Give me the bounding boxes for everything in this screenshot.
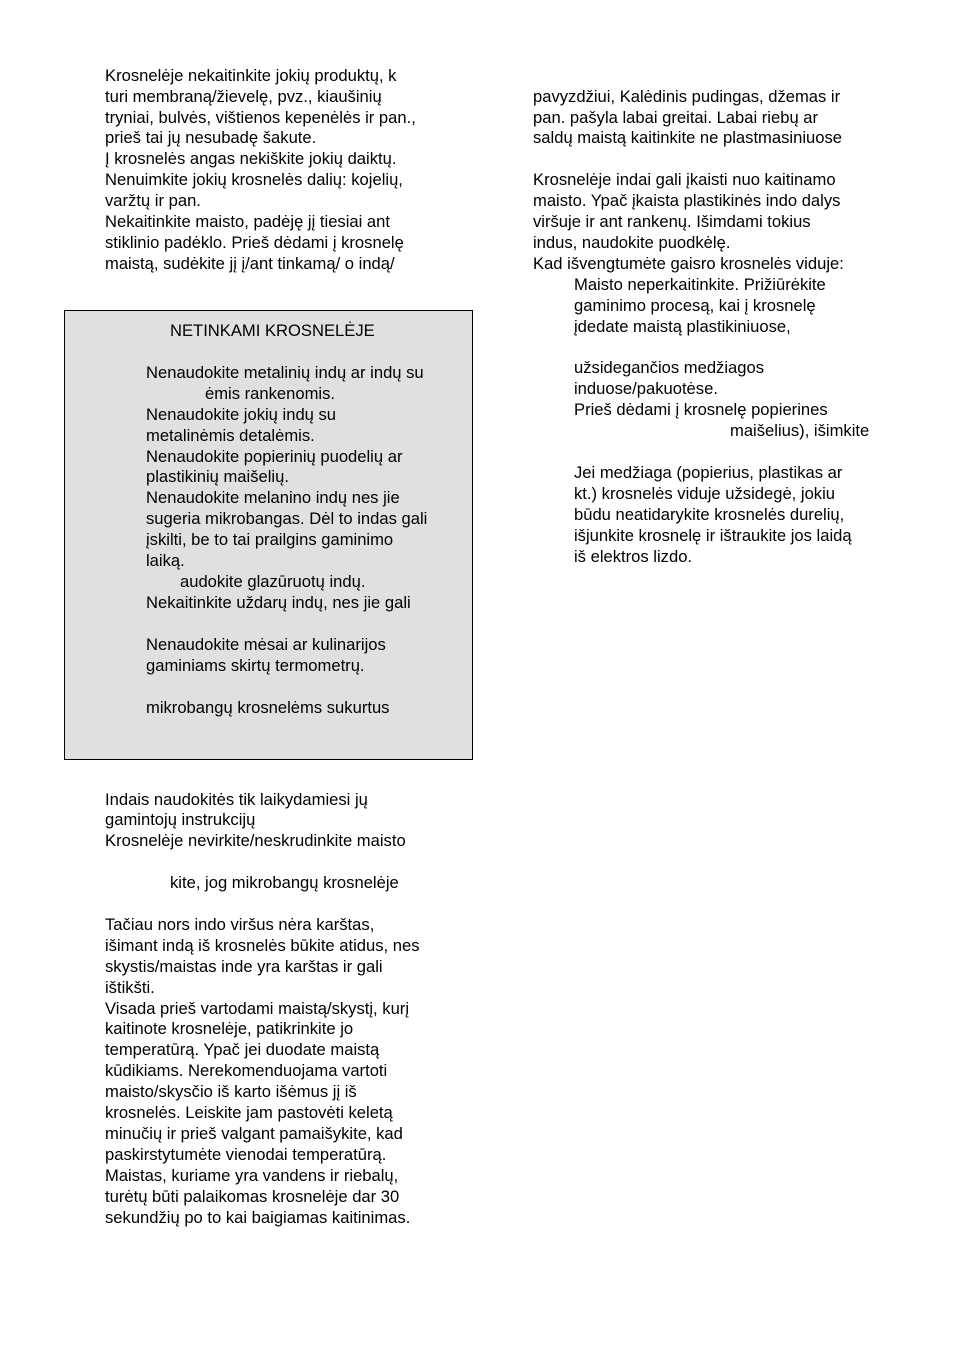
- text-line: prieš tai jų nesubadę šakute.: [105, 128, 317, 147]
- text-line: laiką.: [146, 551, 185, 570]
- text-line: užsidegančios medžiagos: [574, 358, 765, 377]
- text-line: sekundžių po to kai baigiamas kaitinimas.: [105, 1208, 411, 1227]
- text-line: Nenuimkite jokių krosnelės dalių: kojelių,: [105, 170, 403, 189]
- text-line: iš elektros lizdo.: [574, 547, 693, 566]
- text-line: gaminiams skirtų termometrų.: [146, 656, 365, 675]
- text-line: turėtų būti palaikomas krosnelėje dar 30: [105, 1187, 400, 1206]
- text-line: įskilti, be to tai prailgins gaminimo: [146, 530, 394, 549]
- text-line: Nenaudokite melanino indų nes jie: [146, 488, 400, 507]
- warning-box-title: NETINKAMI KROSNELĖJE: [170, 321, 375, 340]
- text-line: stiklinio padėklo. Prieš dėdami į krosnelę: [105, 233, 404, 252]
- text-line: pavyzdžiui, Kalėdinis pudingas, džemas ir: [533, 87, 841, 106]
- text-line: išimant indą iš krosnelės būkite atidus, nes: [105, 936, 420, 955]
- text-line: temperatūrą. Ypač jei duodate maistą: [105, 1040, 380, 1059]
- text-line: kt.) krosnelės viduje užsidegė, jokiu: [574, 484, 836, 503]
- text-line: paskirstytumėte vienodai temperatūrą.: [105, 1145, 387, 1164]
- text-line: maisto/skysčio iš karto išėmus jį iš: [105, 1082, 357, 1101]
- text-line: gaminimo procesą, kai į krosnelę: [574, 296, 816, 315]
- text-line: indus, naudokite puodkėlę.: [533, 233, 731, 252]
- text-line: ištikšti.: [105, 978, 155, 997]
- text-line: viršuje ir ant rankenų. Išimdami tokius: [533, 212, 811, 231]
- text-line: minučių ir prieš valgant pamaišykite, kad: [105, 1124, 403, 1143]
- text-line: turi membraną/žievelę, pvz., kiaušinių: [105, 87, 382, 106]
- text-line: kūdikiams. Nerekomenduojama vartoti: [105, 1061, 388, 1080]
- text-line: Krosnelėje nevirkite/neskrudinkite maisto: [105, 831, 406, 850]
- text-line: Krosnelėje indai gali įkaisti nuo kaitinamo: [533, 170, 836, 189]
- text-line: Nenaudokite mėsai ar kulinarijos: [146, 635, 386, 654]
- text-line: maišelius), išimkite: [730, 421, 870, 440]
- text-line: Tačiau nors indo viršus nėra karštas,: [105, 915, 375, 934]
- text-line: išjunkite krosnelę ir ištraukite jos laidą: [574, 526, 852, 545]
- text-line: Maisto neperkaitinkite. Prižiūrėkite: [574, 275, 826, 294]
- text-line: įdedate maistą plastikiniuose,: [574, 317, 791, 336]
- text-line: Maistas, kuriame yra vandens ir riebalų,: [105, 1166, 399, 1185]
- text-line: Nekaitinkite maisto, padėję jį tiesiai ant: [105, 212, 391, 231]
- text-line: plastikinių maišelių.: [146, 467, 289, 486]
- text-line: Kad išvengtumėte gaisro krosnelės viduje:: [533, 254, 844, 273]
- text-line: kite, jog mikrobangų krosnelėje: [170, 873, 399, 892]
- text-line: Nenaudokite metalinių indų ar indų su: [146, 363, 424, 382]
- text-line: gamintojų instrukcijų: [105, 810, 256, 829]
- text-line: tryniai, bulvės, vištienos kepenėlės ir pan.,: [105, 108, 416, 127]
- text-line: Jei medžiaga (popierius, plastikas ar: [574, 463, 843, 482]
- text-line: metalinėmis detalėmis.: [146, 426, 315, 445]
- text-line: audokite glazūruotų indų.: [180, 572, 366, 591]
- text-line: saldų maistą kaitinkite ne plastmasiniuose: [533, 128, 842, 147]
- text-line: Nenaudokite popierinių puodelių ar: [146, 447, 403, 466]
- text-line: skystis/maistas inde yra karštas ir gali: [105, 957, 383, 976]
- text-line: Indais naudokitės tik laikydamiesi jų: [105, 790, 368, 809]
- text-line: mikrobangų krosnelėms sukurtus: [146, 698, 390, 717]
- text-line: krosnelės. Leiskite jam pastovėti keletą: [105, 1103, 393, 1122]
- text-line: pan. pašyla labai greitai. Labai riebų ar: [533, 108, 819, 127]
- text-line: Visada prieš vartodami maistą/skystį, kurį: [105, 999, 410, 1018]
- text-line: būdu neatidarykite krosnelės durelių,: [574, 505, 845, 524]
- text-line: Nenaudokite jokių indų su: [146, 405, 337, 424]
- text-line: Į krosnelės angas nekiškite jokių daiktų.: [105, 149, 397, 168]
- text-line: varžtų ir pan.: [105, 191, 201, 210]
- text-line: sugeria mikrobangas. Dėl to indas gali: [146, 509, 428, 528]
- text-line: Krosnelėje nekaitinkite jokių produktų, k: [105, 66, 397, 85]
- text-line: kaitinote krosnelėje, patikrinkite jo: [105, 1019, 354, 1038]
- text-line: Prieš dėdami į krosnelę popierines: [574, 400, 828, 419]
- text-line: maisto. Ypač įkaista plastikinės indo dalys: [533, 191, 841, 210]
- text-line: induose/pakuotėse.: [574, 379, 718, 398]
- text-line: maistą, sudėkite jį į/ant tinkamą/ o indą/: [105, 254, 395, 273]
- text-line: ėmis rankenomis.: [205, 384, 336, 403]
- text-line: Nekaitinkite uždarų indų, nes jie gali: [146, 593, 411, 612]
